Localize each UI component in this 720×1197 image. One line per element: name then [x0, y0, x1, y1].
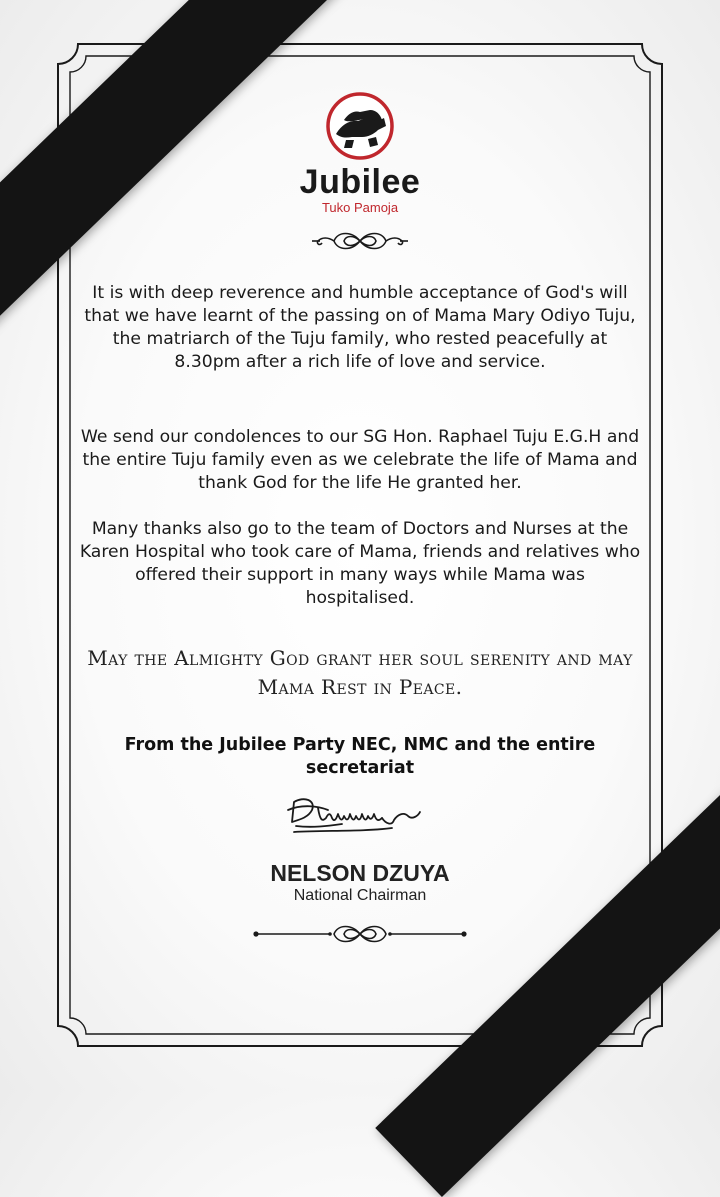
from-line: From the Jubilee Party NEC, NMC and the entire secretariat	[124, 735, 596, 778]
jubilee-logo	[0, 90, 720, 215]
flourish-divider-top	[0, 229, 720, 257]
flourish-ornament-icon	[250, 921, 470, 947]
message-paragraph-1: It is with deep reverence and humble acceptance of God's will that we have learnt of the passing on of Mama Mary Odiyo Tuju, the matriarch of the Tuju family, who rested peacefully at 8.30pm after a rich life of love and service.	[84, 283, 636, 372]
handshake-icon	[324, 90, 396, 162]
message-paragraph-3: Many thanks also go to the team of Doctors and Nurses at the Karen Hospital who took care of Mama, friends and relatives who offered their support in many ways while Mama was hospitalised.	[79, 519, 641, 608]
handwritten-signature	[282, 790, 438, 838]
signatory-title: National Chairman	[293, 887, 427, 904]
brand-name: Jubilee	[299, 163, 421, 201]
message-paragraph-2: We send our condolences to our SG Hon. Raphael Tuju E.G.H and the entire Tuju family even as we celebrate the life of Mama and thank God for the life He granted her.	[80, 427, 640, 493]
flourish-ornament-icon	[308, 229, 412, 253]
brand-tagline: Tuko Pamoja	[321, 200, 399, 215]
signatory-name: NELSON DZUYA	[270, 860, 450, 886]
prayer-line: May the Almighty God grant her soul serenity and may Mama Rest in Peace.	[87, 646, 633, 699]
flourish-divider-bottom	[0, 921, 720, 951]
